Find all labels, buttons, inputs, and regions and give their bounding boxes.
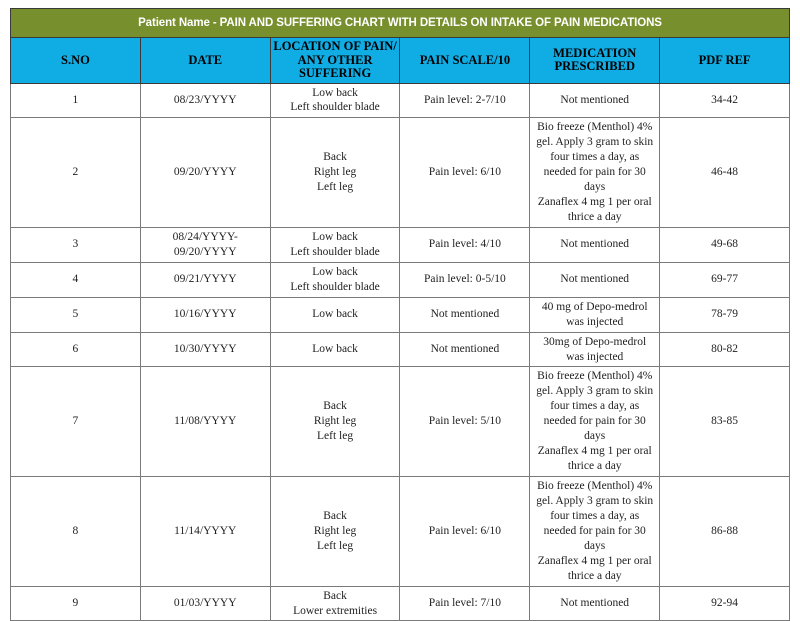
cell-loc	[270, 477, 400, 587]
cell-line: 11/08/YYYY	[174, 415, 237, 428]
cell-line: Not mentioned	[560, 238, 630, 251]
table-row	[11, 297, 790, 332]
cell-line: Zanaflex 4 mg 1 per oral thrice a day	[537, 554, 652, 582]
cell-date	[140, 118, 270, 228]
table-row	[11, 367, 790, 477]
cell-pdf	[660, 297, 790, 332]
cell-pdf	[660, 118, 790, 228]
cell-line: Pain level: 2-7/10	[424, 93, 506, 106]
cell-line: 83-85	[711, 415, 738, 428]
cell-sno: 2	[11, 118, 141, 228]
cell-line: Left shoulder blade	[290, 101, 380, 114]
cell-line: 30mg of Depo-medrol was injected	[543, 335, 647, 363]
table-row	[11, 332, 790, 367]
cell-pain	[400, 586, 530, 621]
cell-sno: 7	[11, 367, 141, 477]
cell-med	[530, 477, 660, 587]
cell-line: Left leg	[317, 539, 354, 552]
column-header-loc: LOCATION OF PAIN/ ANY OTHER SUFFERING	[270, 38, 400, 84]
cell-line: 09/21/YYYY	[173, 273, 237, 286]
cell-line: 86-88	[711, 524, 738, 537]
cell-loc	[270, 297, 400, 332]
cell-pain	[400, 367, 530, 477]
cell-line: 08/24/YYYY-	[172, 230, 238, 243]
table-row	[11, 227, 790, 262]
cell-sno: 9	[11, 586, 141, 621]
cell-line: 46-48	[711, 166, 738, 179]
cell-med	[530, 227, 660, 262]
cell-line: Zanaflex 4 mg 1 per oral thrice a day	[537, 196, 652, 223]
cell-line: 11/14/YYYY	[174, 524, 237, 537]
cell-date	[140, 227, 270, 262]
cell-line: Pain level: 0-5/10	[424, 273, 506, 286]
cell-pain	[400, 297, 530, 332]
cell-line: Pain level: 5/10	[428, 415, 501, 428]
cell-line: 10/16/YYYY	[173, 308, 237, 321]
cell-date	[140, 477, 270, 587]
cell-line: 49-68	[711, 238, 738, 251]
cell-line: Not mentioned	[430, 343, 500, 356]
cell-pain	[400, 332, 530, 367]
cell-med	[530, 118, 660, 228]
cell-pdf	[660, 83, 790, 118]
cell-loc	[270, 83, 400, 118]
cell-med	[530, 262, 660, 297]
cell-line: Left shoulder blade	[290, 245, 380, 258]
cell-date	[140, 83, 270, 118]
cell-line: 92-94	[711, 597, 738, 610]
cell-line: Low back	[312, 265, 358, 278]
cell-date	[140, 586, 270, 621]
cell-line: 34-42	[711, 93, 738, 106]
cell-date	[140, 297, 270, 332]
cell-sno: 6	[11, 332, 141, 367]
cell-line: Not mentioned	[560, 597, 630, 610]
cell-line: Pain level: 4/10	[428, 238, 501, 251]
cell-line: Left leg	[317, 181, 354, 194]
cell-line: Back	[323, 400, 347, 413]
cell-line: Back	[323, 151, 347, 164]
cell-line: Right leg	[313, 524, 357, 537]
cell-line: Zanaflex 4 mg 1 per oral thrice a day	[537, 445, 652, 473]
cell-line: Bio freeze (Menthol) 4% gel. Apply 3 gram to skin four times a day, as needed for pain for 30 days	[536, 480, 654, 552]
cell-loc	[270, 367, 400, 477]
cell-line: 78-79	[711, 308, 738, 321]
cell-date	[140, 332, 270, 367]
cell-line: Pain level: 6/10	[428, 524, 501, 537]
cell-line: Bio freeze (Menthol) 4% gel. Apply 3 gram to skin four times a day, as needed for pain for 30 days	[536, 370, 654, 443]
cell-line: 09/20/YYYY	[173, 166, 237, 179]
cell-line: 09/20/YYYY	[173, 245, 237, 258]
cell-line: Low back	[312, 343, 358, 356]
cell-line: Left shoulder blade	[290, 280, 380, 293]
cell-line: Back	[323, 589, 347, 602]
cell-line: Pain level: 7/10	[428, 597, 501, 610]
cell-line: Right leg	[313, 166, 357, 179]
cell-line: Right leg	[313, 415, 357, 428]
cell-sno: 5	[11, 297, 141, 332]
cell-loc	[270, 262, 400, 297]
cell-loc	[270, 227, 400, 262]
cell-sno: 8	[11, 477, 141, 587]
cell-pain	[400, 227, 530, 262]
cell-pdf	[660, 477, 790, 587]
pain-and-suffering-chart	[10, 8, 790, 621]
cell-pdf	[660, 262, 790, 297]
cell-line: Not mentioned	[560, 273, 630, 286]
cell-line: 40 mg of Depo-medrol was injected	[541, 300, 648, 328]
cell-line: 10/30/YYYY	[173, 343, 237, 356]
cell-line: Back	[323, 509, 347, 522]
cell-pain	[400, 262, 530, 297]
cell-line: 01/03/YYYY	[173, 597, 237, 610]
cell-line: Lower extremities	[293, 604, 378, 617]
cell-pain	[400, 118, 530, 228]
cell-line: 08/23/YYYY	[173, 93, 237, 106]
column-header-sno: S.NO	[11, 38, 141, 84]
cell-line: Bio freeze (Menthol) 4% gel. Apply 3 gram to skin four times a day, as needed for pain for 30 days	[536, 121, 654, 194]
column-header-row	[11, 38, 790, 84]
cell-line: 80-82	[711, 343, 738, 356]
cell-date	[140, 367, 270, 477]
cell-sno: 1	[11, 83, 141, 118]
cell-pdf	[660, 367, 790, 477]
cell-line: Left leg	[317, 430, 354, 443]
cell-line: 69-77	[711, 273, 738, 286]
table-row	[11, 262, 790, 297]
chart-table-body	[11, 9, 790, 621]
cell-loc	[270, 118, 400, 228]
cell-line: Low back	[312, 308, 358, 321]
cell-pdf	[660, 586, 790, 621]
cell-line: Low back	[312, 230, 358, 243]
chart-table	[10, 8, 790, 621]
chart-title-row	[11, 9, 790, 38]
cell-pain	[400, 477, 530, 587]
cell-date	[140, 262, 270, 297]
column-header-date: DATE	[140, 38, 270, 84]
cell-loc	[270, 586, 400, 621]
column-header-pdf: PDF REF	[660, 38, 790, 84]
cell-med	[530, 332, 660, 367]
cell-line: Not mentioned	[560, 93, 630, 106]
cell-line: Pain level: 6/10	[428, 166, 501, 179]
cell-pdf	[660, 227, 790, 262]
cell-pain	[400, 83, 530, 118]
column-header-pain: PAIN SCALE/10	[400, 38, 530, 84]
cell-med	[530, 297, 660, 332]
column-header-med: MEDICATION PRESCRIBED	[530, 38, 660, 84]
cell-line: Low back	[312, 86, 358, 99]
table-row	[11, 586, 790, 621]
table-row	[11, 83, 790, 118]
cell-sno: 3	[11, 227, 141, 262]
cell-med	[530, 83, 660, 118]
chart-title: Patient Name - PAIN AND SUFFERING CHART WITH DETAILS ON INTAKE OF PAIN MEDICATIONS	[11, 9, 790, 38]
table-row	[11, 118, 790, 228]
cell-line: Not mentioned	[430, 308, 500, 321]
cell-loc	[270, 332, 400, 367]
cell-med	[530, 367, 660, 477]
cell-pdf	[660, 332, 790, 367]
cell-sno: 4	[11, 262, 141, 297]
table-row	[11, 477, 790, 587]
cell-med	[530, 586, 660, 621]
